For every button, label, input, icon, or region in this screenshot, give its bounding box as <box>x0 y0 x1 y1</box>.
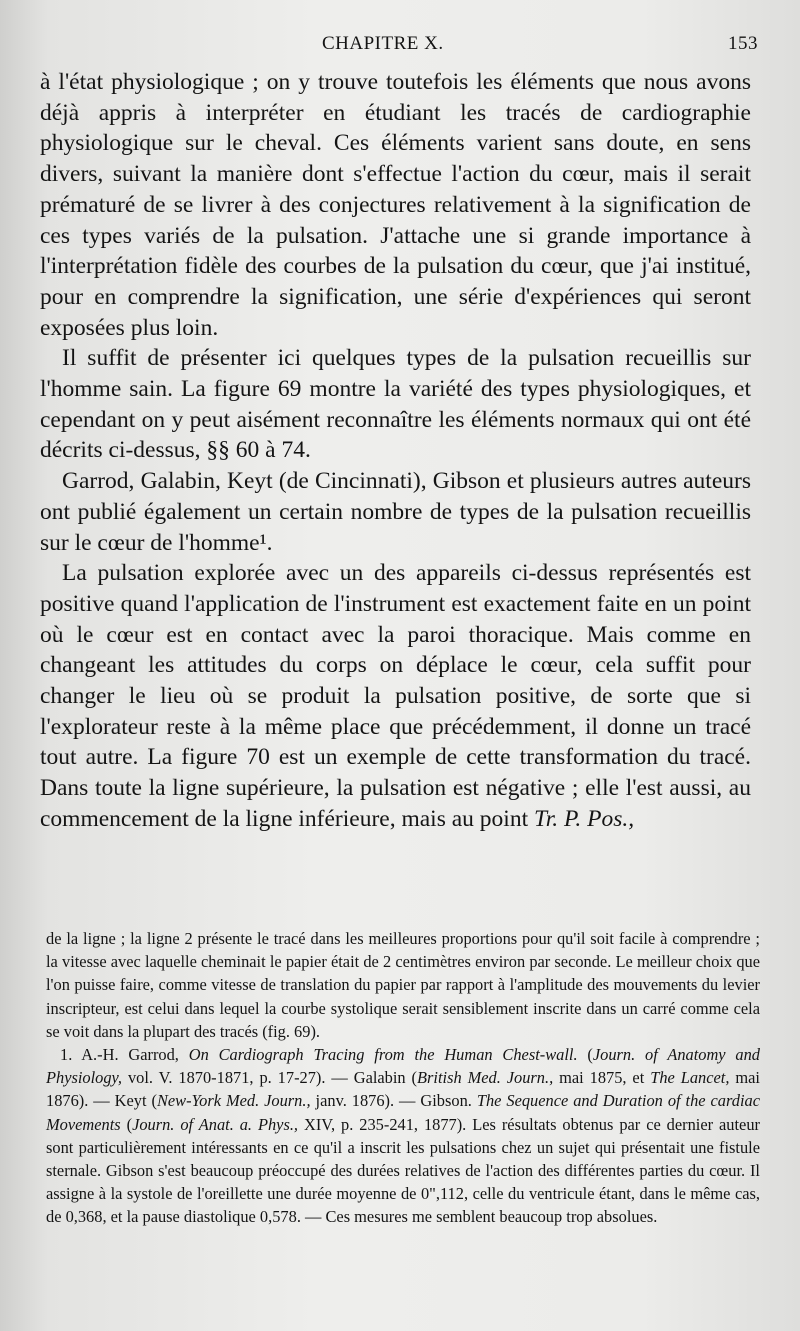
figure-label-tr-p-pos: Tr. P. Pos., <box>533 805 635 832</box>
footnote-1 <box>46 1043 760 1229</box>
fn1-title: On Cardiograph Tracing from the Human Chest-wall. <box>188 1045 578 1065</box>
fn1-part: ( <box>126 1114 133 1134</box>
paragraph-3: Garrod, Galabin, Keyt (de Cincinnati), Gibson et plusieurs autres auteurs ont publié également un certain nombre de types de la pulsation recueillis sur le cœur de l'homme¹. <box>40 468 751 556</box>
page-number: 153 <box>728 33 758 54</box>
footnotes <box>46 927 760 1229</box>
fn1-title: New-York Med. Journ., <box>156 1091 311 1111</box>
fn1-title: Journ. of Anatomy and Physiology, <box>46 1045 760 1088</box>
fn1-title: Journ. of Anat. a. Phys., <box>132 1114 299 1134</box>
fn1-part: janv. 1876). — Gibson. <box>315 1091 472 1111</box>
fn1-title: The Sequence and Duration of the cardiac Movements <box>46 1091 760 1134</box>
chapter-title: CHAPITRE X. <box>322 33 444 54</box>
main-text <box>40 67 751 835</box>
fn1-part: mai 1876). — Keyt ( <box>46 1068 760 1111</box>
paragraph-4 <box>40 558 751 834</box>
footnote-continuation: de la ligne ; la ligne 2 présente le tracé dans les meilleures proportions pour qu'il soit facile à comprendre ; la vitesse avec laquelle cheminait le papier était de 2 centimètres environ par seconde. Le meilleur choix que l'on puisse faire, comme vitesse de translation du papier par rapport à l'amplitude des mouvements du levier inscripteur, est celui dans lequel la courbe systolique serait sensiblement inscrite dans un carré comme cela se voit dans la plupart des tracés (fig. 69). <box>46 929 760 1041</box>
fn1-title: British Med. Journ., <box>417 1068 554 1088</box>
fn1-part: 1. A.-H. Garrod, <box>60 1045 179 1065</box>
fn1-part: XIV, p. 235-241, 1877). Les résultats obtenus par ce dernier auteur sont particulièrement intéressants en ce qu'il a inscrit les pulsations chez un sujet qui présentait une fistule sternale. Gibson s'est beaucoup préoccupé des durées relatives de l'action des différentes parties du cœur. Il assigne à la systole de l'oreillette une durée moyenne de 0",112, celle du ventricule étant, dans le même cas, de 0,368, et la pause diastolique 0,578. — Ces mesures me semblent beaucoup trop absolues. <box>46 1114 760 1227</box>
paragraph-4-text: La pulsation explorée avec un des appareils ci-dessus représentés est positive quand l'application de l'instrument est exactement faite en un point où le cœur est en contact avec la paroi thoracique. Mais comme en changeant les attitudes du corps on déplace le cœur, cela suffit pour changer le lieu où se produit la pulsation positive, de sorte que si l'explorateur reste à la même place que précédemment, il donne un tracé tout autre. La figure 70 est un exemple de cette transformation du tracé. Dans toute la ligne supérieure, la pulsation est négative ; elle l'est aussi, au commencement de la ligne inférieure, mais au point <box>40 560 751 832</box>
fn1-title: The Lancet, <box>650 1068 730 1088</box>
fn1-part: vol. V. 1870-1871, p. 17-27). — Galabin ( <box>127 1068 418 1088</box>
fn1-part: mai 1875, et <box>559 1068 645 1088</box>
fn1-part: ( <box>587 1045 593 1065</box>
paragraph-1: à l'état physiologique ; on y trouve toutefois les éléments que nous avons déjà appris à interpréter en étudiant les tracés de cardiographie physiologique sur le cheval. Ces éléments varient sans doute, en sens divers, suivant la manière dont s'effectue l'action du cœur, mais il serait prématuré de se livrer à des conjectures relativement à la signification de ces types variés de la pulsation. J'attache une si grande importance à l'interprétation fidèle des courbes de la pulsation du cœur, que j'ai institué, pour en comprendre la signification, une série d'expériences qui seront exposées plus loin. <box>40 69 751 341</box>
running-header <box>0 33 800 59</box>
paragraph-2: Il suffit de présenter ici quelques types de la pulsation recueillis sur l'homme sain. La figure 69 montre la variété des types physiologiques, et cependant on y peut aisément reconnaître les éléments normaux qui ont été décrits ci-dessus, §§ 60 à 74. <box>40 345 751 464</box>
